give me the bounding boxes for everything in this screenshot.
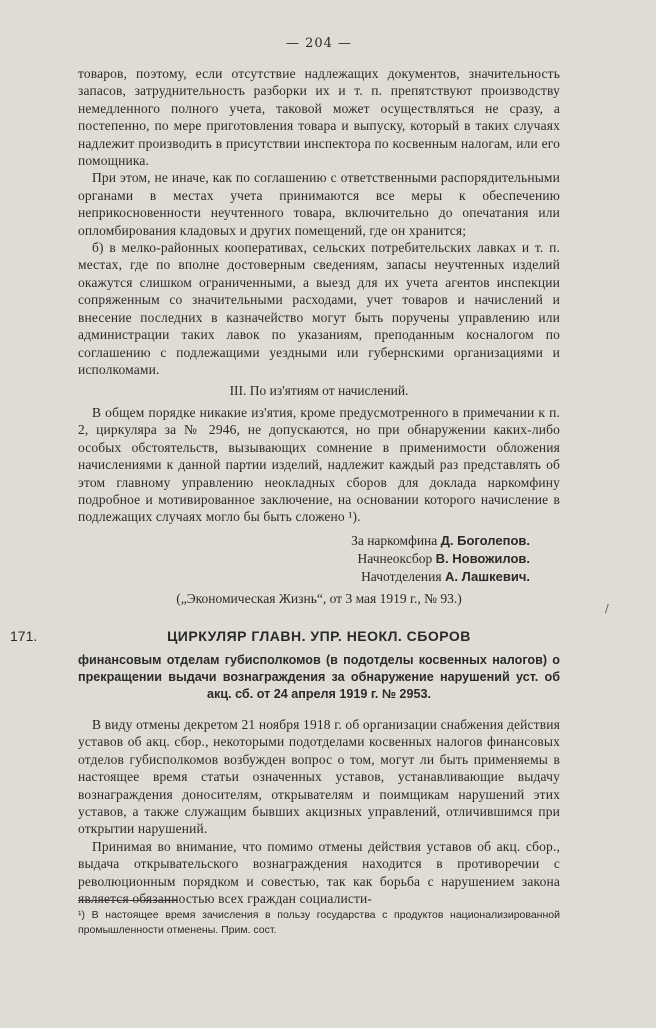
footnote: ¹) В настоящее время зачисления в пользу государства с продуктов национализированной промышленности отменены. Прим. сост. [78, 909, 560, 936]
text-block-accounting [78, 65, 560, 378]
paragraph [78, 404, 560, 526]
paragraph: Принимая во внимание, что помимо отмены действия уставов об акц. сбор., выдача открывательского вознаграждения находится в противоречии с революционным порядком и совестью, так как борьба с нарушением закона является обязанностью всех граждан социалисти- [78, 838, 560, 907]
signature-line [78, 532, 530, 550]
paragraph: При этом, не иначе, как по соглашению с ответственными распорядительными органами в местах учета принимаются все меры к обеспечению неприкосновенности неучтенного товара, включительно до опечатания или опломбирования кладовых и других помещений, где он хранится; [78, 170, 560, 238]
circular-subtitle: финансовым отделам губисполкомов (в подотделы косвенных налогов) о прекращении выдачи вознаграждения за обнаружение нарушений уст. об акц. сб. от 24 апреля 1919 г. № 2953. [78, 653, 560, 701]
paragraph: В виду отмены декретом 21 ноября 1918 г. об организации снабжения действия уставов об акц. сбор., некоторыми подотделами косвенных налогов финансовых отделов губисполкомов возбужден вопрос о том, могут ли быть применяемы в настоящее время статьи означенных уставов, устанавливающие выдачу вознаграждения доносителям, открывателям и поимщикам нарушений этих уставов, а также служащим бывших акцизных управлений, отличившимся при открытии нарушений. [78, 717, 560, 837]
margin-pencil-mark: / [605, 602, 609, 615]
signature-role: За наркомфина [351, 533, 438, 548]
text-block-exemptions [78, 404, 560, 526]
signature-name: В. Новожилов. [435, 551, 530, 566]
section-heading: III. По из'ятиям от начислений. [229, 383, 409, 398]
paragraph: товаров, поэтому, если отсутствие надлежащих документов, значительность запасов, затруднительность разборки их и т. п. препятствуют производству немедленного полного учета, таковой может осуществляться не сразу, а постепенно, по мере приготовления товара и выпуску, который в таких случаях надлежит производить в присутствии инспектора по косвенным налогам, или его помощника. [78, 66, 560, 169]
signature-line [78, 550, 530, 568]
circular-title: ЦИРКУЛЯР ГЛАВН. УПР. НЕОКЛ. СБОРОВ [167, 628, 471, 644]
paragraph-text: В общем порядке никакие из'ятия, кроме предусмотренного в примечании к п. 2, циркуляра за № 2946, не допускаются, но при обнаружении каких-либо особых обстоятельств, вызывающих сомнение в применимости обложения начислениями к данной партии изделий, надлежит каждый раз представлять об этом главному управлению неокладных сборов для доклада наркомфину подробное и мотивированное заключение, на основании которого начисление в подлежащих случаях могло бы быть сложено [78, 405, 560, 525]
signature-name: Д. Боголепов. [440, 533, 530, 548]
signature-role: Начотделения [361, 569, 442, 584]
paragraph: б) в мелко-районных кооперативах, сельских потребительских лавках и т. п. местах, где по вполне достоверным сведениям, запасы неучтенных изделий окажутся слишком ограниченными, а выезд для их учета агентов инспекции сопряженным со значительными расходами, учет товаров и начислений и внесение последних в казначейство могут быть поручены управлению или администрации таких лавок по указаниям, преподанным косналогом по соглашению с подлежащими уездными или губернскими организациями и исполкомами. [78, 240, 560, 377]
source-citation: („Экономическая Жизнь“, от 3 мая 1919 г., № 93.) [176, 591, 462, 606]
page-number: — 204 — [285, 36, 353, 51]
footnote-divider [78, 900, 178, 901]
signature-line [78, 568, 530, 586]
document-number: 171. [10, 628, 38, 644]
signature-block [78, 532, 530, 586]
signature-role: Начнеоксбор [357, 551, 433, 566]
text-block-circular [78, 716, 560, 907]
footnote-reference: ¹). [348, 509, 361, 525]
signature-name: А. Лашкевич. [444, 569, 530, 584]
